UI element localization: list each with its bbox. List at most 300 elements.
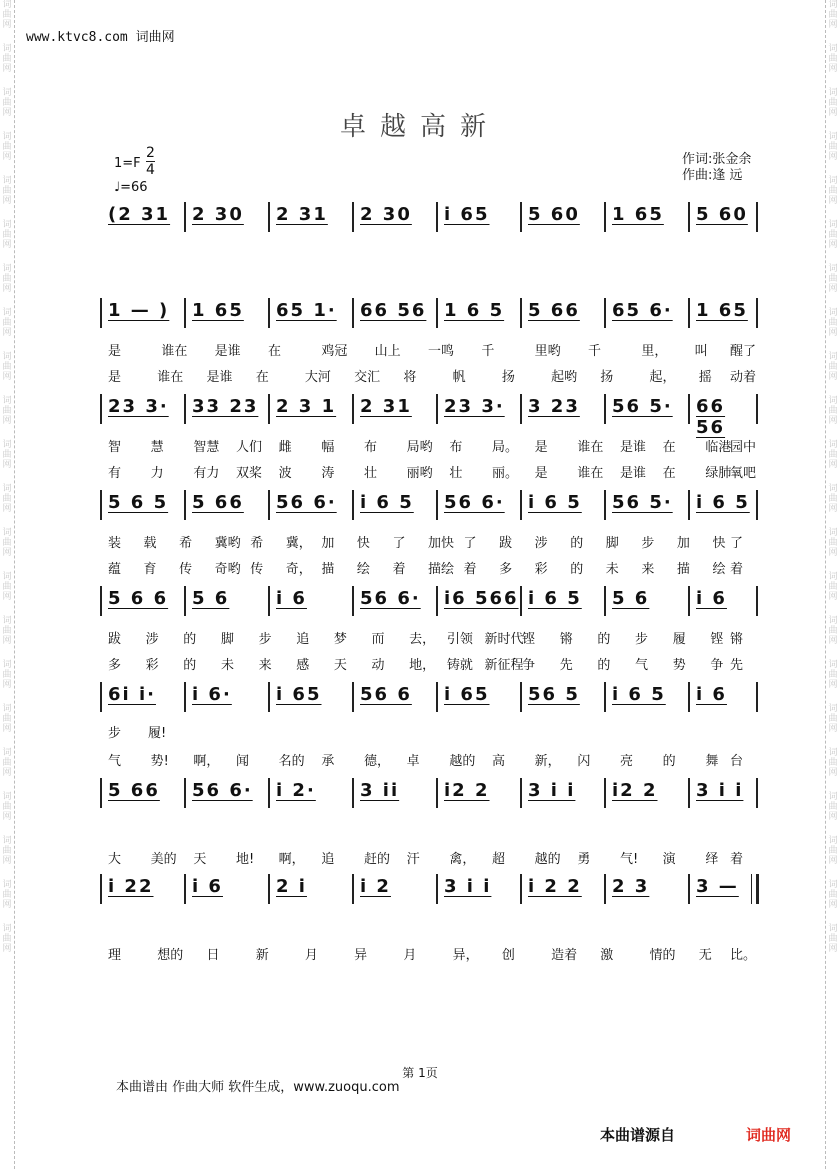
watermark-text: 词曲网 [2,396,12,426]
watermark-text: 词曲网 [2,748,12,778]
measure: 56 6· [192,780,253,801]
watermark-text: 词曲网 [2,88,12,118]
lyric-line [100,628,760,646]
lyric-word: 多 [499,562,513,577]
bar-line [688,298,690,328]
left-watermark-strip [0,0,15,1169]
lyric-word: 跋 [499,536,513,551]
lyric-word: 在 [662,440,676,455]
measure: 3 i i [444,876,492,897]
lyric-word: 加 [676,536,690,551]
lyric-word: 气! [620,852,639,867]
bar-line [352,490,354,520]
lyric-word: 壮 [449,466,463,481]
bar-line [268,682,270,712]
watermark-text: 词曲网 [828,484,838,514]
lyric-word: 着 [730,562,744,577]
bar-line [688,490,690,520]
measure: 23 3· [444,396,505,417]
watermark-text: 词曲网 [2,660,12,690]
lyric-word: 引领 [446,632,473,647]
bar-line [184,778,186,808]
bar-line [100,586,102,616]
bar-line [520,586,522,616]
lyric-word: 彩 [145,658,159,673]
measure: i 2 [360,876,391,897]
bar-line [688,586,690,616]
lyric-line [100,436,760,454]
watermark-text: 词曲网 [2,572,12,602]
watermark-text: 词曲网 [828,308,838,338]
footer-note: 本曲谱由 作曲大师 软件生成，www.zuoqu.com [116,1080,400,1095]
bar-line [268,586,270,616]
lyric-word: 感 [296,658,310,673]
lyric-word: 绘 [356,562,370,577]
bar-line [184,874,186,904]
lyric-word: 叫 [694,344,708,359]
bar-line [756,586,758,616]
lyric-word: 的 [662,754,676,769]
lyric-word: 锵 [730,632,744,647]
lyric-word: 里， [641,344,668,359]
lyric-word: 波 [278,466,292,481]
bar-line [100,778,102,808]
source-label: 本曲谱源自 [600,1126,676,1144]
lyric-word: 的 [570,536,584,551]
measure: 3 — [696,876,739,897]
lyric-word: 起， [649,370,676,385]
lyric-word: 将 [403,370,417,385]
bar-line [436,490,438,520]
measure: 65 1· [276,300,337,321]
measure: i2 2 [444,780,490,801]
lyric-word: 雌 [278,440,292,455]
lyric-word: 多 [108,658,122,673]
bar-line [520,682,522,712]
bar-line [100,682,102,712]
lyric-word: 月 [403,948,417,963]
bar-line [268,490,270,520]
bar-line [352,202,354,232]
lyric-word: 德， [364,754,391,769]
lyric-word: 了 [463,536,477,551]
lyric-word: 装 [108,536,122,551]
lyric-word: 幅 [321,440,335,455]
lyric-word: 是 [534,466,548,481]
lyric-word: 啊， [193,754,220,769]
measure: i 2 2 [528,876,582,897]
bar-line [436,778,438,808]
lyric-word: 千 [588,344,602,359]
bar-line [756,778,758,808]
lyric-word: 来 [258,658,272,673]
measure: 33 23 [192,396,259,417]
lyric-word: 来 [641,562,655,577]
bar-line [436,202,438,232]
lyric-word: 是 [108,344,122,359]
lyric-word: 布 [449,440,463,455]
lyric-line [100,848,760,866]
lyric-word: 演 [662,852,676,867]
bar-line [756,682,758,712]
lyric-word: 争 [710,658,724,673]
lyric-word: 彩 [534,562,548,577]
lyric-word: 园中 [730,440,757,455]
lyric-word: 美的 [150,852,177,867]
bar-line [756,874,759,904]
measure: 5 6 [192,588,230,609]
watermark-text: 词曲网 [828,836,838,866]
measure: 56 5· [612,492,673,513]
bar-line [520,778,522,808]
measure: 66 56 [360,300,427,321]
lyric-word: 描绘 [428,562,455,577]
lyric-line [100,722,760,740]
lyric-word: 异 [354,948,368,963]
lyric-word: 育 [143,562,157,577]
measure: 1 65 [696,300,748,321]
bar-line [436,874,438,904]
lyric-word: 谁在 [157,370,184,385]
lyric-line [100,532,760,550]
measure: i6 566 [444,588,519,609]
lyric-word: 脚 [605,536,619,551]
measure: 1 6 5 [444,300,505,321]
lyric-word: 的 [597,658,611,673]
lyric-word: 传 [250,562,264,577]
lyric-word: 新征程 [484,658,524,673]
measure: 56 6· [360,588,421,609]
lyric-word: 扬 [501,370,515,385]
measure: 2 31 [360,396,412,417]
lyric-word: 起哟 [551,370,578,385]
measure: 2 31 [276,204,328,225]
bar-line [352,874,354,904]
lyric-word: 的 [597,632,611,647]
bar-line [520,202,522,232]
lyric-line [100,750,760,768]
lyric-word: 闪 [577,754,591,769]
lyric-word: 是 [534,440,548,455]
credits [682,152,751,184]
lyric-word: 天 [333,658,347,673]
bar-line [604,874,606,904]
lyric-line [100,366,760,384]
lyric-word: 梦 [333,632,347,647]
bar-line [436,298,438,328]
bar-line [184,682,186,712]
lyric-word: 慧 [150,440,164,455]
bar-line [352,298,354,328]
watermark-text: 词曲网 [2,924,12,954]
lyric-word: 局。 [492,440,519,455]
lyric-word: 舞 [705,754,719,769]
measure: 5 6 [612,588,650,609]
lyric-word: 争 [522,658,536,673]
watermark-text: 词曲网 [828,264,838,294]
brand-logo[interactable]: 词曲网 [746,1126,792,1144]
lyric-line [100,654,760,672]
lyric-word: 脚 [220,632,234,647]
lyric-word: 赶的 [364,852,391,867]
measure: 5 6 6 [108,588,169,609]
lyric-word: 履 [672,632,686,647]
bar-line [604,490,606,520]
music-row [100,582,760,622]
lyric-word: 着 [730,852,744,867]
bar-line [268,298,270,328]
measure: i2 2 [612,780,658,801]
watermark-text: 词曲网 [2,616,12,646]
lyric-word: 双桨 [236,466,263,481]
lyric-word: 比。 [730,948,757,963]
watermark-text: 词曲网 [828,352,838,382]
watermark-text: 词曲网 [828,528,838,558]
watermark-text: 词曲网 [2,308,12,338]
measure: 2 i [276,876,307,897]
lyric-word: 高 [492,754,506,769]
lyric-word: 追 [296,632,310,647]
bar-line [352,394,354,424]
lyric-word: 传 [179,562,193,577]
lyric-word: 台 [730,754,744,769]
lyric-word: 了 [392,536,406,551]
measure: 3 i i [528,780,576,801]
lyric-word: 新 [255,948,269,963]
song-title: 卓越高新 [339,112,500,142]
watermark-text: 词曲网 [2,132,12,162]
lyric-word: 力 [150,466,164,481]
watermark-text: 词曲网 [828,88,838,118]
lyric-word: 是谁 [206,370,233,385]
lyric-word: 绿肺 [705,466,732,481]
lyric-word: 智 [108,440,122,455]
measure: 1 — ) [108,300,170,321]
lyric-word: 锵 [559,632,573,647]
lyric-word: 绎 [705,852,719,867]
lyric-word: 涛 [321,466,335,481]
watermark-text: 词曲网 [828,132,838,162]
measure: 66 56 [696,396,726,438]
bar-line [268,394,270,424]
watermark-text: 词曲网 [828,660,838,690]
lyric-word: 临港 [705,440,732,455]
music-row [100,294,760,334]
lyric-word: 创 [501,948,515,963]
lyric-word: 谁在 [577,440,604,455]
lyric-word: 快 [712,536,726,551]
bar-line [352,682,354,712]
watermark-text: 词曲网 [2,484,12,514]
lyric-word: 丽。 [492,466,519,481]
lyric-word: 卓 [406,754,420,769]
lyric-word: 丽哟 [406,466,433,481]
measure: (2 31 [108,204,171,225]
bar-line [688,682,690,712]
measure: i 6 [696,684,727,705]
lyric-word: 闻 [236,754,250,769]
measure: 3 23 [528,396,580,417]
watermark-text: 词曲网 [828,924,838,954]
measure: 6i i· [108,684,156,705]
bar-line [100,394,102,424]
watermark-text: 词曲网 [2,792,12,822]
music-row [100,390,760,438]
lyric-word: 步 [108,726,122,741]
lyric-word: 大河 [304,370,331,385]
bar-line [268,778,270,808]
bar-line [604,202,606,232]
bar-line [520,394,522,424]
music-row [100,678,760,718]
bar-line [520,874,522,904]
measure: 5 60 [528,204,580,225]
measure: i 6· [192,684,232,705]
lyric-word: 铿 [710,632,724,647]
bar-line [604,778,606,808]
site-url[interactable]: www.ktvc8.com 词曲网 [26,30,175,45]
lyric-word: 履! [148,726,167,741]
lyric-word: 造着 [551,948,578,963]
watermark-text: 词曲网 [2,440,12,470]
lyric-word: 大 [108,852,122,867]
lyric-word: 去， [409,632,436,647]
lyric-word: 的 [183,658,197,673]
measure: 2 30 [360,204,412,225]
watermark-text: 词曲网 [2,704,12,734]
watermark-text: 词曲网 [828,880,838,910]
lyric-word: 鸡冠 [321,344,348,359]
lyric-word: 承 [321,754,335,769]
lyric-word: 奇哟 [214,562,241,577]
measure: 56 6· [444,492,505,513]
measure: i 6 5 [612,684,666,705]
measure: 5 66 [108,780,160,801]
lyric-word: 新时代 [484,632,524,647]
lyric-word: 冀， [285,536,312,551]
lyric-word: 人们 [236,440,263,455]
page-number: 第 1页 [402,1066,438,1080]
lyric-word: 是谁 [620,466,647,481]
lyric-word: 交汇 [354,370,381,385]
lyric-word: 先 [559,658,573,673]
lyric-word: 着 [392,562,406,577]
lyric-word: 气 [635,658,649,673]
music-row [100,870,760,910]
lyric-word: 动着 [730,370,757,385]
bar-line [688,874,690,904]
lyric-word: 新， [534,754,561,769]
measure: 2 3 1 [276,396,337,417]
watermark-text: 词曲网 [828,0,838,30]
measure: 2 3 [612,876,650,897]
bar-line [100,874,102,904]
lyric-word: 步 [635,632,649,647]
lyric-word: 谁在 [161,344,188,359]
lyric-word: 蕴 [108,562,122,577]
measure: 23 3· [108,396,169,417]
lyric-word: 未 [605,562,619,577]
lyric-word: 加快 [428,536,455,551]
lyric-word: 山上 [374,344,401,359]
measure: i 22 [108,876,154,897]
watermark-text: 词曲网 [828,220,838,250]
lyric-word: 越的 [449,754,476,769]
lyric-line [100,340,760,358]
lyric-word: 绘 [712,562,726,577]
lyric-word: 异， [452,948,479,963]
measure: i 2· [276,780,316,801]
lyric-word: 未 [220,658,234,673]
lyric-word: 有力 [193,466,220,481]
lyric-word: 涉 [145,632,159,647]
lyric-word: 亮 [620,754,634,769]
lyric-word: 壮 [364,466,378,481]
lyric-word: 是谁 [620,440,647,455]
bar-line [688,778,690,808]
bar-line [100,490,102,520]
bar-line [268,202,270,232]
watermark-text: 词曲网 [2,528,12,558]
measure: 5 66 [528,300,580,321]
bar-line [688,202,690,232]
bar-line [520,298,522,328]
measure: 3 ii [360,780,400,801]
lyric-word: 跋 [108,632,122,647]
watermark-text: 词曲网 [2,0,12,30]
lyric-word: 气 [108,754,122,769]
lyric-line [100,462,760,480]
bar-line [184,586,186,616]
measure: 56 5 [528,684,580,705]
bar-line [756,298,758,328]
measure: i 65 [444,684,490,705]
lyric-word: 势! [150,754,169,769]
watermark-text: 词曲网 [2,836,12,866]
lyric-word: 快 [356,536,370,551]
lyric-word: 加 [321,536,335,551]
measure: 1 65 [612,204,664,225]
lyric-word: 的 [183,632,197,647]
lyric-word: 情的 [649,948,676,963]
watermark-text: 词曲网 [828,704,838,734]
bar-line [604,682,606,712]
bar-line [352,778,354,808]
lyric-word: 希 [179,536,193,551]
watermark-text: 词曲网 [828,440,838,470]
lyric-word: 在 [255,370,269,385]
lyric-word: 追 [321,852,335,867]
measure: i 6 [192,876,223,897]
lyric-word: 描 [321,562,335,577]
lyric-word: 超 [492,852,506,867]
lyric-word: 在 [268,344,282,359]
bar-line [436,394,438,424]
bar-line [184,394,186,424]
watermark-text: 词曲网 [2,880,12,910]
lyric-word: 无 [698,948,712,963]
lyric-word: 智慧 [193,440,220,455]
measure: 2 30 [192,204,244,225]
lyric-word: 一鸣 [428,344,455,359]
lyric-word: 而 [371,632,385,647]
lyric-word: 激 [600,948,614,963]
bar-line [756,202,758,232]
lyric-line [100,944,760,962]
lyric-word: 载 [143,536,157,551]
lyric-word: 是 [108,370,122,385]
lyric-word: 铸就 [446,658,473,673]
